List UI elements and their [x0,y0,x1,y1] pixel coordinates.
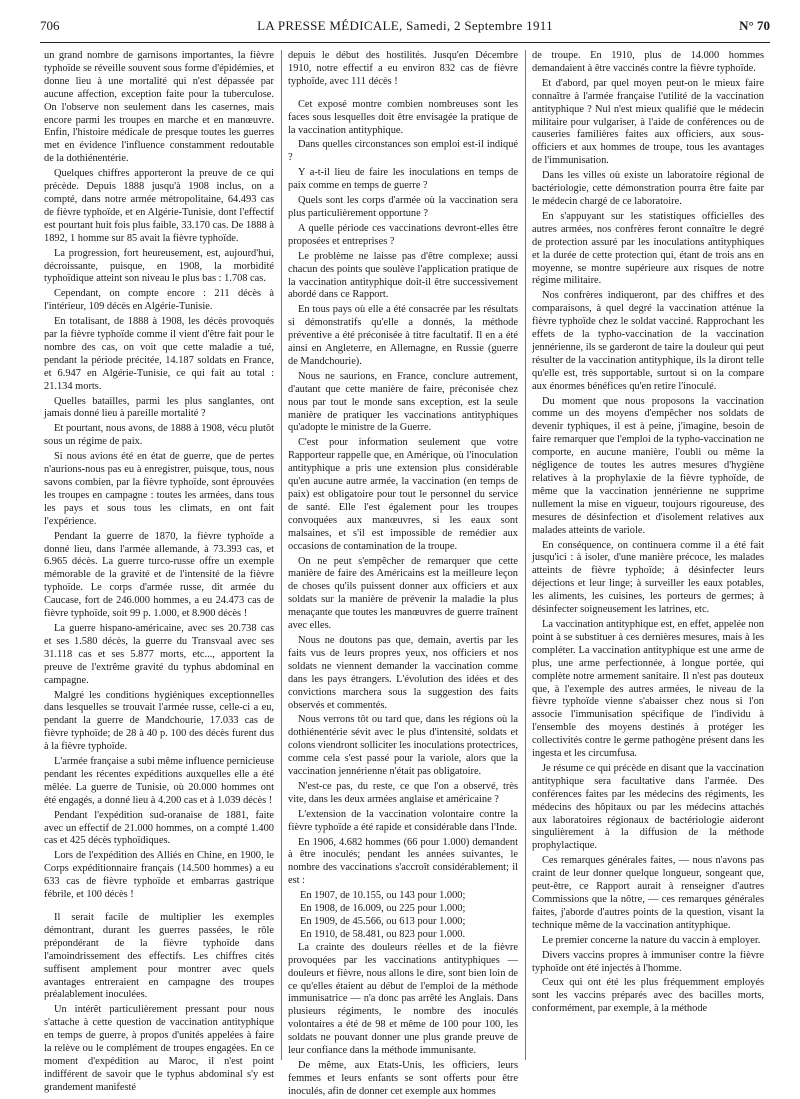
stat-line: En 1910, de 58.481, ou 823 pour 1.000. [300,928,466,940]
paragraph: L'armée française a subi même influence pernicieuse pendant les récentes expéditions auxquelles elle a été mêlée. La guerre de Tunisie, où 20.000 hommes ont été engagés, a donné lieu à 4.200 cas et à 1.039 décès ! [44,756,274,806]
paragraph: Quelques chiffres apporteront la preuve de ce qui précède. Depuis 1888 jusqu'à 1908 inclus, on a compté, dans notre armée métropolitaine, 64.493 cas de fièvre typhoïde, et en Algérie-Tunisie, dont l'effectif est pourtant huit fois plus faible, 33.170 cas. De 1888 à 1892, 1 homme sur 85 avait la fièvre typhoïde. [44,168,274,244]
paragraph: Je résume ce qui précède en disant que la vaccination antityphique sera facultative dans l'armée. Des conférences faites par les médecins des régiments, les médecins des hôpitaux ou par les médecins attachés aux laboratoires régionaux de bactériologie aideront singulièrement à la diffusion de la méthode prophylactique. [532,762,764,852]
paragraph: La guerre hispano-américaine, avec ses 20.738 cas et ses 1.580 décès, la guerre du Transvaal avec ses 31.118 cas et ses 5.877 morts, etc..., apportent la preuve de l'extrême gravité du typhus abdominal en campagne. [44,622,274,686]
paragraph: En 1906, 4.682 hommes (66 pour 1.000) demandent à être inoculés; pendant les années suivantes, le nombre des vaccinations s'accroît considérablement; il est : [288,836,518,887]
stat-line: En 1909, de 45.566, ou 613 pour 1.000; [300,916,466,927]
paragraph: Et pourtant, nous avons, de 1888 à 1908, vécu plutôt sous un régime de paix. [44,423,274,448]
paragraph: un grand nombre de garnisons importantes, la fièvre typhoïde se réveille souvent sous forme d'épidémies, et donne lieu à une mortalité qui n'est dépassée par aucune affection, exception faite pour la tuberculose. On l'observe non seulement dans les casernes, mais encore parmi les troupes en marche et en manœuvre. Enfin, l'histoire médicale de presque toutes les guerres met en évidence l'influence constamment redoutable de la dothiénentérie. [44,50,274,165]
paragraph: Et d'abord, par quel moyen peut-on le mieux faire connaître à l'armée française l'utilité de la vaccination antityphique ? Nul n'est mieux qualifié que le médecin militaire pour vulgariser, à l'aide de conférences ou de causeries familières faites aux officiers, aux sous-officiers et aux hommes de troupe, tous les avantages de l'immunisation. [532,77,764,167]
paragraph: Quelles batailles, parmi les plus sanglantes, ont jamais donné lieu à pareille mortalité ? [44,395,274,420]
paragraph: En conséquence, on continuera comme il a été fait jusqu'ici : à isoler, d'une manière précoce, les malades atteints de fièvre typhoïde; à désinfecter leurs déjections et leur linge; à surveiller les eaux potables, les aliments, les cuisines, les porteurs de germes; à désinfecter soigneusement les latrines, etc. [532,539,764,616]
text-column-2 [288,50,518,1097]
paragraph: Malgré les conditions hygiéniques exceptionnelles dans lesquelles se trouvait l'armée russe, celle-ci a eu, pendant la guerre de Mandchourie, 17.033 cas de fièvre typhoïde; de 28 à 40 p. 100 des décès furent dus à la fièvre typhoïde. [44,689,274,753]
paragraph: C'est pour information seulement que votre Rapporteur rappelle que, en Amérique, où l'inoculation antityphique a pris une extension plus considérable qu'en aucune autre armée, la vaccination (en temps de paix) est obligatoire pour tout le personnel du service de santé. Elle l'est également pour les troupes convoquées aux manœuvres, si les eaux sont malsaines, et s'il est impossible de remédier aux occasions de contamination de la troupe. [288,437,518,552]
journal-title: LA PRESSE MÉDICALE, Samedi, 2 Septembre 1911 [257,18,553,33]
paragraph: N'est-ce pas, du reste, ce que l'on a observé, très vite, dans les deux armées anglaise et américaine ? [288,780,518,805]
paragraph: Nos confrères indiqueront, par des chiffres et des comparaisons, à quel degré la vaccination atténue la fièvre typhoïde chez le soldat vacciné. Rapprochant les effets de la typho-vaccination de la vaccination jennérienne, ils se garderont de taire la douleur qui peut résulter de la vaccination antityphique, ils la diront telle qu'elle est, très supportable, surtout si on la compare aux énormes bénéfices qu'en retire l'inoculé. [532,290,764,392]
text-column-3 [532,50,764,1070]
paragraph: Un intérêt particulièrement pressant pour nous s'attache à cette question de vaccination antityphique en temps de guerre, à propos d'unités appelées à faire la relève ou le complément de troupes engagées. En ce moment d'expédition au Maroc, il n'est point indifférent de savoir que le typhus abdominal s'y est grandement manifesté [44,1004,274,1093]
paragraph: La vaccination antityphique est, en effet, appelée non point à se substituer à ces dernières mesures, mais à les compléter. La vaccination antityphique est une arme de plus, une arme perfectionnée, à longue portée, qui complète notre armement sanitaire. Il n'est pas douteux que, à l'exemple des autres armées, le niveau de la fièvre typhoïde vienne s'abaisser chez nous si l'on associe l'immunisation spécifique de l'individu à l'ensemble des moyens destinés à protéger les collectivités contre le germe pathogène présent dans les ingesta et les circumfusa. [532,618,764,760]
paragraph: Cependant, on compte encore : 211 décès à l'intérieur, 109 décès en Algérie-Tunisie. [44,288,274,313]
paragraph: Quels sont les corps d'armée où la vaccination sera plus particulièrement opportune ? [288,195,518,219]
paragraph: depuis le début des hostilités. Jusqu'en Décembre 1910, notre effectif a eu environ 832 cas de fièvre typhoïde, avec 111 décès ! [288,50,518,87]
paragraph: En s'appuyant sur les statistiques officielles des autres armées, nos confrères feront connaître le degré de protection assuré par les inoculations antityphiques et la durée de cette protection qui, étant de trois ans en moyenne, se montre supérieure aux risques de notre régime militaire. [532,210,764,287]
paragraph: A quelle période ces vaccinations devront-elles être proposées et entreprises ? [288,222,518,247]
stat-line: En 1907, de 10.155, ou 143 pour 1.000; [300,890,466,902]
issue-number: N° 70 [739,18,770,33]
paragraph: Lors de l'expédition des Alliés en Chine, en 1900, le Corps expéditionnaire français (14.500 hommes) a eu 633 cas de fièvre typhoïde et embarras gastrique fébrile, et 100 décès ! [44,850,274,901]
paragraph: Pendant la guerre de 1870, la fièvre typhoïde a donné lieu, dans l'armée allemande, à 73.393 cas, et 6.965 décès. La guerre turco-russe offre un exemple mémorable de la gravité et de l'intensité de la fièvre typhoïde. Le corps d'armée russe, dit armée du Caucase, fort de 246.000 hommes, a eu 24.473 cas de fièvre typhoïde, soit 99 p. 1.000, et 8.900 décès ! [44,530,274,620]
paragraph: Pendant l'expédition sud-oranaise de 1881, faite avec un effectif de 21.000 hommes, on a compté 1.400 cas et 425 décès typhoïdiques. [44,809,274,847]
paragraph: Divers vaccins propres à immuniser contre la fièvre typhoïde ont été injectés à l'homme. [532,949,764,974]
paragraph: En totalisant, de 1888 à 1908, les décès provoqués par la fièvre typhoïde comme il vient d'être fait pour le nombre des cas, on voit que cette maladie a tué, pendant la période précitée, 14.187 soldats en France, et 6.947 en Algérie-Tunisie, ce qui fait au total : 21.134 morts. [44,316,274,392]
paragraph: Dans quelles circonstances son emploi est-il indiqué ? [288,139,518,164]
paragraph: Ces remarques générales faites, — nous n'avons pas craint de leur donner quelque longueur, songeant que, peut-être, ce Rapport aurait à renseigner d'autres Commissions que la nôtre, — ces remarques générales faites, j'aborde d'autres points de la question, visant la technique même de la vaccination antityphique. [532,855,764,931]
paragraph: La progression, fort heureusement, est, aujourd'hui, décroissante, puisque, en 1908, la morbidité typhoïdique atteint son niveau le plus bas : 1.708 cas. [44,247,274,285]
paragraph: Du moment que nous proposons la vaccination comme un des moyens d'empêcher nos soldats de devenir typhiques, il est à peine, j'imagine, besoin de faire remarquer que l'emploi de la typho-vaccination ne comporte, en aucune manière, l'oubli ou même la négligence de toutes les autres mesures d'hygiène relatives à la prophylaxie de la fièvre typhoïde, de même que la vaccination jennérienne ne supprime nullement la mise en vigueur, toujours rigoureuse, des mesures de désinfection et d'isolement relatives aux malades atteints de variole. [532,395,764,536]
header-rule [40,42,770,43]
column-divider [525,50,526,1060]
paragraph: La crainte des douleurs réelles et de la fièvre provoquées par les vaccinations antityphiques — douleurs et fièvre, nous allons le dire, sont bien loin de ce qu'elles étaient au début de l'emploi de la méthode immunisatrice — n'a donc pas arrêté les Anglais. Dans plusieurs régiments, le nombre des inoculés volontaires a été de 98 et même de 100 pour 100, les soldats ne pouvant donner une plus grande preuve de leur confiance dans la méthode immunisante. [288,941,518,1057]
paragraph: de troupe. En 1910, plus de 14.000 hommes demandaient à être vaccinés contre la fièvre typhoïde. [532,50,764,74]
paragraph: Nous ne saurions, en France, conclure autrement, d'autant que cette manière de faire, préconisée chez nous par tout le monde sans exception, est la seule manière de pratiquer les vaccinations antityphiques qu'adopte le ministre de la Guerre. [288,370,518,434]
paragraph: Nous ne doutons pas que, demain, avertis par les faits vus de leurs propres yeux, nos officiers et nos soldats ne viennent demander la vaccination comme dans les pays étrangers. L'évolution des idées et des convictions marchera sous la suggestion des faits observés et commentés. [288,634,518,711]
paragraph: Le problème ne laisse pas d'être complexe; aussi chacun des points que soulève l'application pratique de la vaccination antityphique doit-il être successivement abordé dans ce Rapport. [288,250,518,301]
text-column-1 [44,50,274,1093]
column-divider [281,50,282,1060]
paragraph: On ne peut s'empêcher de remarquer que cette manière de faire des Américains est la meilleure leçon de choses qu'ils puissent donner aux officiers et aux soldats sur la manière de prévenir la maladie la plus menaçante que toutes les manœuvres de guerre traînent avec elles. [288,555,518,632]
paragraph: Le premier concerne la nature du vaccin à employer. [542,934,761,946]
paragraph: En tous pays où elle a été consacrée par les résultats si démonstratifs qu'elle a donnés, la méthode préventive a été préconisée à titre facultatif. Il en a été ainsi en Angleterre, en Allemagne, en Russie (guerre de Mandchourie). [288,304,518,367]
paragraph: Cet exposé montre combien nombreuses sont les faces sous lesquelles doit être envisagée la pratique de la vaccination antityphique. [288,98,518,136]
paragraph: Y a-t-il lieu de faire les inoculations en temps de paix comme en temps de guerre ? [288,167,518,192]
paragraph: Si nous avions été en état de guerre, que de pertes n'aurions-nous pas eu à enregistrer, puisque, tous, nous savons combien, par la fièvre typhoïde, sont éprouvées les troupes en campagne : toutes les armées, dans tous les pays et sous tous les climats, en ont fait l'expérience. [44,451,274,527]
page-number: 706 [40,18,60,33]
page-header [40,18,770,40]
paragraph: Dans les villes où existe un laboratoire régional de bactériologie, cette démonstration pourra être faite par le médecin chargé de ce laboratoire. [532,170,764,207]
paragraph: L'extension de la vaccination volontaire contre la fièvre typhoïde a été rapide et considérable dans l'Inde. [288,808,518,833]
paragraph: Il serait facile de multiplier les exemples démontrant, durant les guerres passées, le rôle prépondérant de la fièvre typhoïde dans l'amoindrissement des effectifs. Les chiffres cités suffisent amplement pour montrer avec quels avantages entreraient en campagne des troupes préalablement inoculées. [44,912,274,1001]
paragraph: De même, aux Etats-Unis, les officiers, leurs femmes et leurs enfants se sont offerts pour être inoculés, afin de donner cet exemple aux hommes [288,1059,518,1097]
paragraph: Ceux qui ont été les plus fréquemment employés sont les vaccins préparés avec des bacilles morts, conformément, par exemple, à la méthode [532,977,764,1015]
stat-line: En 1908, de 16.009, ou 225 pour 1.000; [300,903,466,915]
paragraph: Nous verrons tôt ou tard que, dans les régions où la dothiénentérie sévit avec le plus d'intensité, soldats et colons viendront solliciter les inoculations protectrices, comme cela s'est passé pour la variole, alors que la vaccination jennérienne n'était pas obligatoire. [288,714,518,778]
